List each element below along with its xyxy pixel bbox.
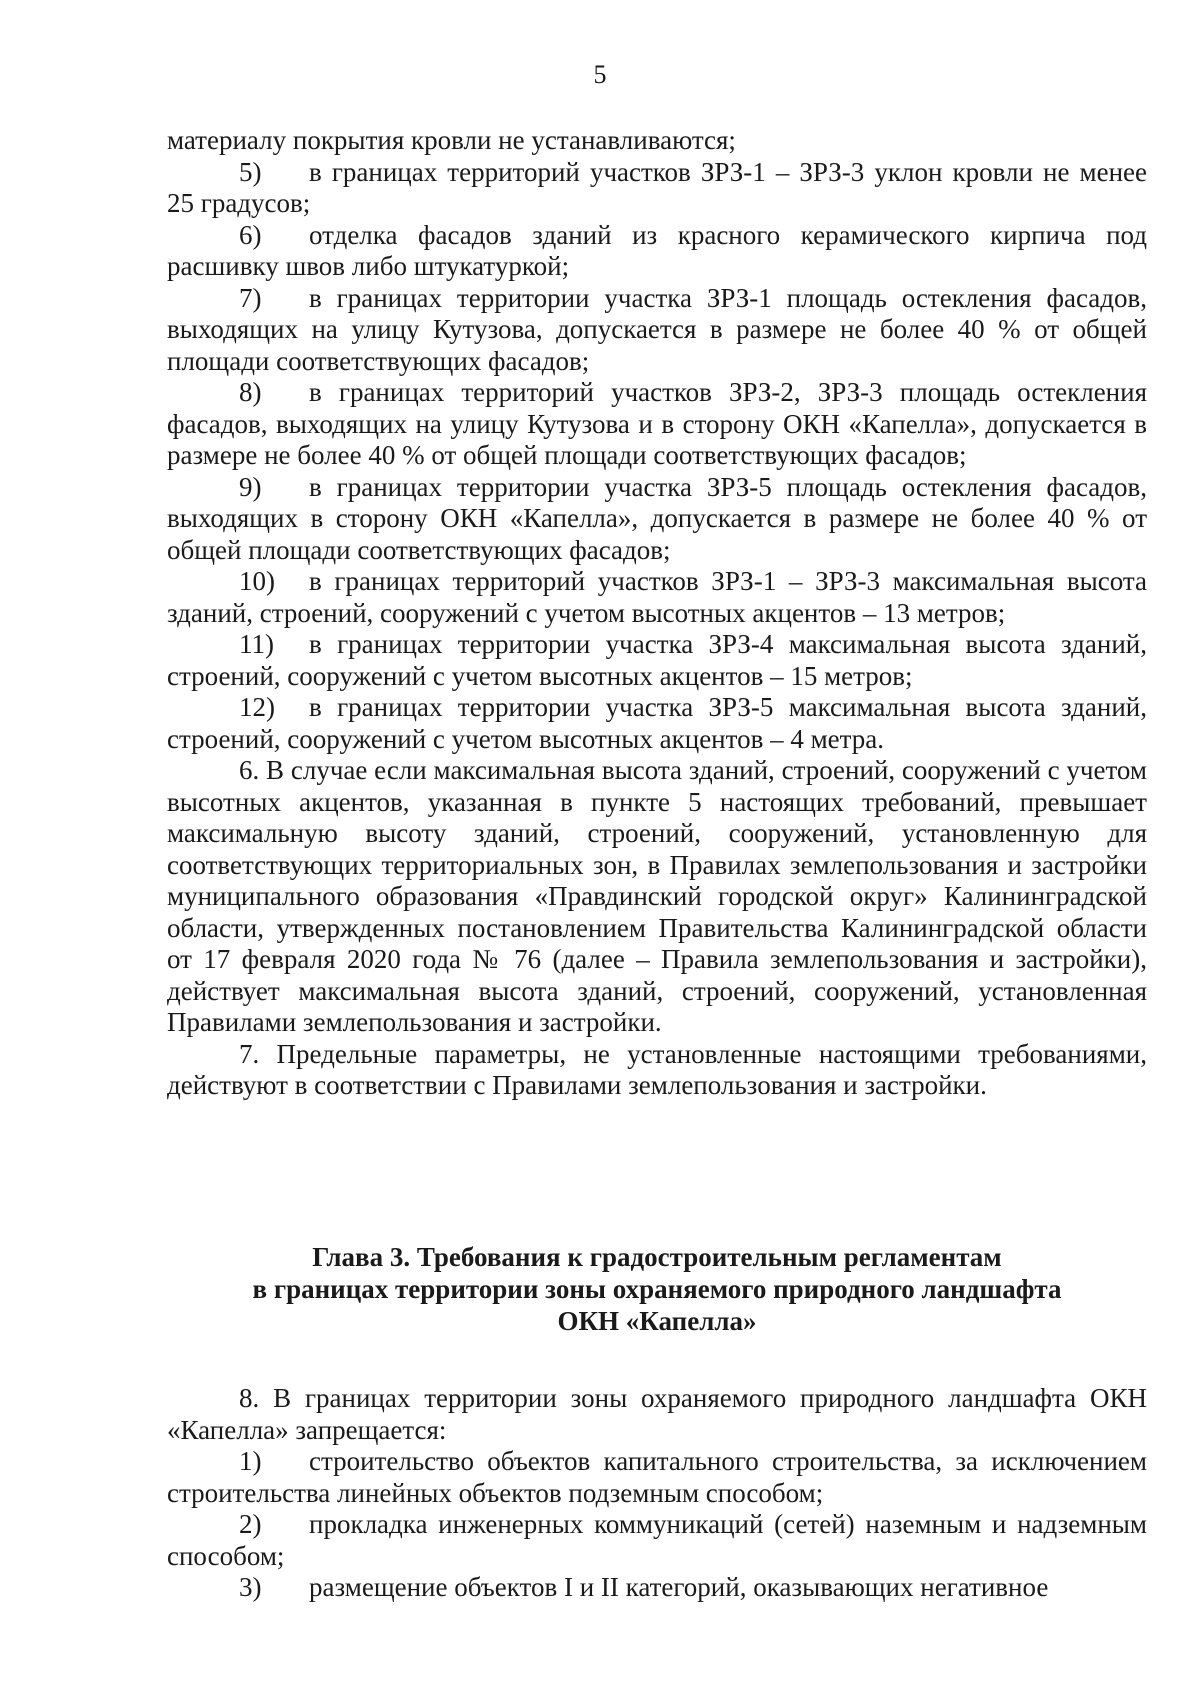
list-item-text: в границах территории участка ЗРЗ-1 площадь остекления фасадов, выходящих на улицу Кутузова, допускается в размере не более 40 % от общей площади соответствующих фасадов;	[167, 282, 1147, 376]
list-item	[167, 1572, 1147, 1604]
paragraph-6: 6. В случае если максимальная высота зданий, строений, сооружений с учетом высотных акцентов, указанная в пункте 5 настоящих требований, превышает максимальную высоту зданий, строений, сооружений, установленную для соответствующих территориальных зон, в Правилах землепользования и застройки муниципального образования «Правдинский городской округ» Калининградской области, утвержденных постановлением Правительства Калининградской области от 17 февраля 2020 года № 76 (далее – Правила землепользования и застройки), действует максимальная высота зданий, строений, сооружений, установленная Правилами землепользования и застройки.	[167, 755, 1147, 1037]
list-item-text: в границах территорий участков ЗРЗ-1 – ЗРЗ-3 максимальная высота зданий, строений, сооружений с учетом высотных акцентов – 13 метров;	[167, 566, 1147, 628]
list-item-text: в границах территорий участков ЗРЗ-1 – ЗРЗ-3 уклон кровли не менее 25 градусов;	[167, 156, 1147, 218]
list-item-text: материалу покрытия кровли не устанавливаются;	[167, 125, 736, 155]
requirements-list	[167, 125, 1147, 1102]
chapter-heading-line: ОКН «Капелла»	[557, 1306, 757, 1336]
list-item-number: 12)	[239, 692, 275, 722]
list-item-text: строительство объектов капитального строительства, за исключением строительства линейных объектов подземным способом;	[167, 1446, 1147, 1508]
list-item-number: 6)	[239, 219, 262, 250]
paragraph-7: 7. Предельные параметры, не установленные настоящими требованиями, действуют в соответствии с Правилами землепользования и застройки.	[167, 1038, 1147, 1100]
list-item-text: размещение объектов I и II категорий, оказывающих негативное	[309, 1572, 1049, 1602]
list-item-text: в границах территории участка ЗРЗ-5 площадь остекления фасадов, выходящих в сторону ОКН «Капелла», допускается в размере не более 40 % от общей площади соответствующих фасадов;	[167, 471, 1147, 565]
list-item	[167, 283, 1147, 378]
list-item-number: 10)	[239, 566, 275, 596]
chapter-heading-line: в границах территории зоны охраняемого природного ландшафта	[252, 1274, 1062, 1304]
list-item-text: отделка фасадов зданий из красного керамического кирпича под расшивку швов либо штукатуркой;	[167, 219, 1147, 281]
list-item	[167, 472, 1147, 567]
chapter-heading-line: Глава 3. Требования к градостроительным регламентам	[312, 1242, 1002, 1272]
list-item	[167, 1446, 1147, 1509]
list-item-number: 8)	[239, 377, 262, 407]
list-item-number: 5)	[239, 156, 262, 187]
list-item-number: 11)	[239, 629, 274, 659]
page-number: 5	[593, 60, 607, 89]
list-item	[167, 157, 1147, 220]
list-item	[167, 220, 1147, 283]
list-item	[167, 125, 1147, 157]
list-item-number: 2)	[239, 1509, 262, 1539]
list-item	[167, 377, 1147, 472]
list-item-number: 3)	[239, 1572, 262, 1602]
list-item	[167, 566, 1147, 629]
list-item	[167, 629, 1147, 692]
list-item	[167, 1509, 1147, 1572]
list-item-text: в границах территории участка ЗРЗ-4 максимальная высота зданий, строений, сооружений с учетом высотных акцентов – 15 метров;	[167, 629, 1147, 691]
chapter-heading	[167, 1241, 1147, 1337]
prohibitions-list	[167, 1383, 1147, 1604]
list-item-text: в границах территорий участков ЗРЗ-2, ЗРЗ-3 площадь остекления фасадов, выходящих на улицу Кутузова и в сторону ОКН «Капелла», допускается в размере не более 40 % от общей площади соответствующих фасадов;	[167, 377, 1147, 470]
list-item-number: 7)	[239, 282, 262, 313]
list-item	[167, 692, 1147, 755]
list-item-text: в границах территории участка ЗРЗ-5 максимальная высота зданий, строений, сооружений с учетом высотных акцентов – 4 метра.	[167, 692, 1147, 754]
list-item-number: 9)	[239, 471, 262, 502]
list-item-number: 1)	[239, 1446, 262, 1476]
list-item-text: прокладка инженерных коммуникаций (сетей) наземным и надземным способом;	[167, 1509, 1147, 1571]
paragraph-8: 8. В границах территории зоны охраняемого природного ландшафта ОКН «Капелла» запрещается:	[167, 1383, 1147, 1445]
